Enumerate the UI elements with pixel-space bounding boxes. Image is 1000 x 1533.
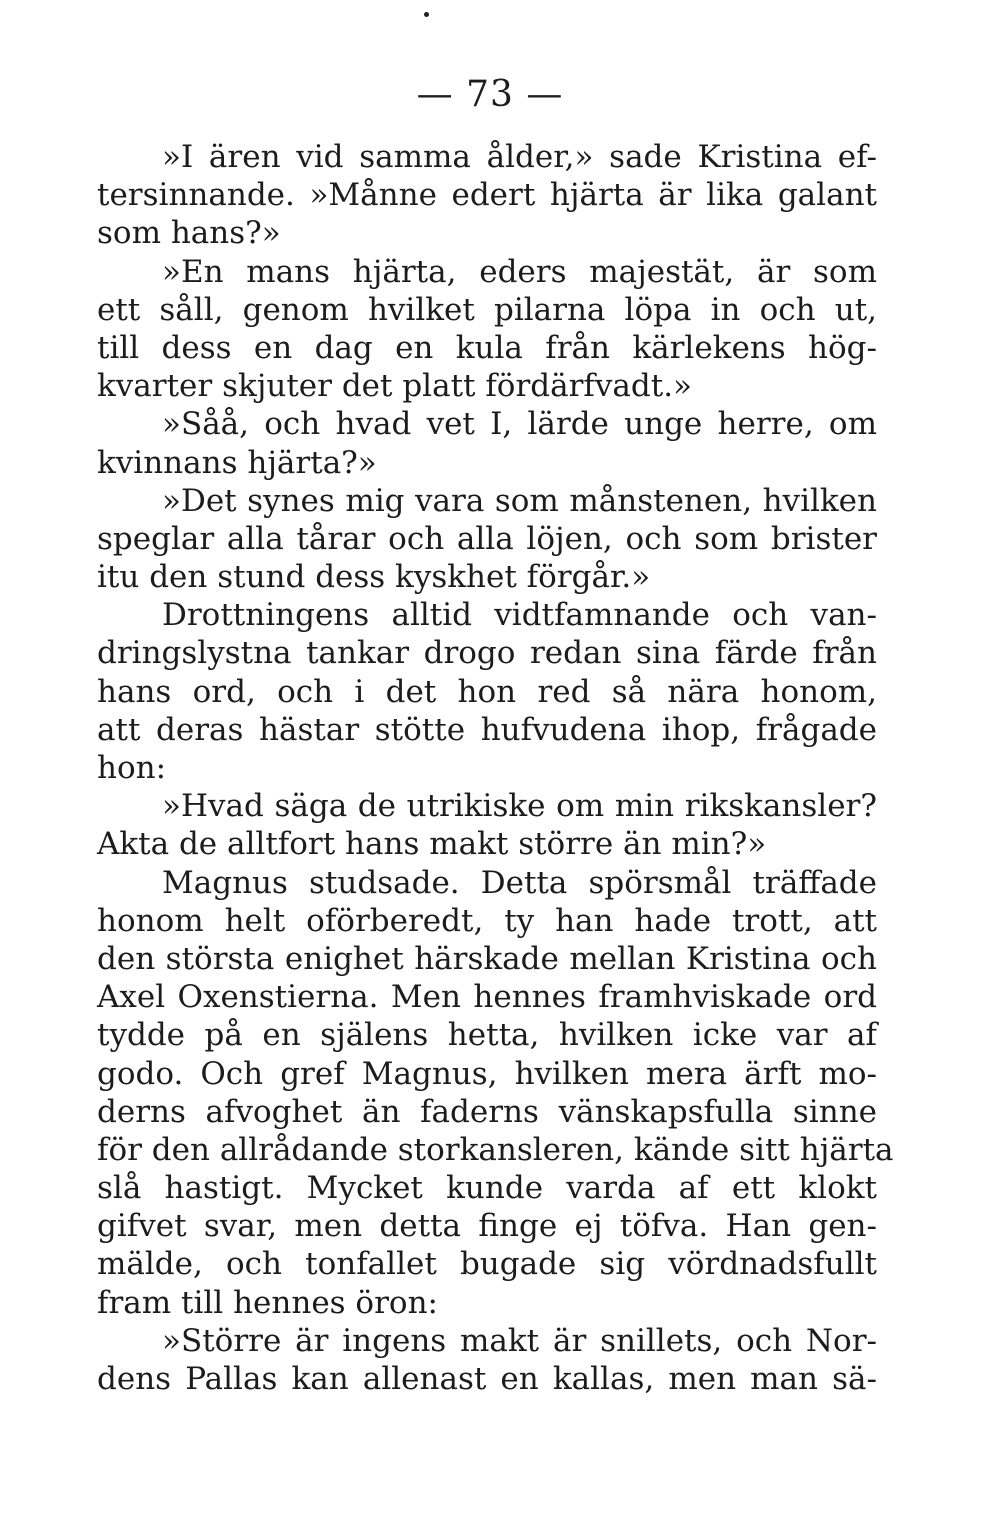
body-text [97, 138, 894, 1398]
text-line: Magnus studsade. Detta spörsmål träffade [162, 864, 877, 901]
text-line: att deras hästar stötte hufvudena ihop, frågade [97, 711, 877, 748]
text-line: speglar alla tårar och alla löjen, och som brister [97, 520, 877, 557]
text-line: »Större är ingens makt är snillets, och Nor- [162, 1322, 877, 1359]
text-line: itu den stund dess kyskhet förgår.» [97, 559, 651, 596]
text-line: hans ord, och i det hon red så nära honom, [97, 673, 877, 710]
text-line: tydde på en själens hetta, hvilken icke var af [97, 1017, 877, 1054]
text-line: mälde, och tonfallet bugade sig vördnadsfullt [97, 1246, 877, 1283]
text-line: kvinnans hjärta?» [97, 444, 377, 481]
text-line: »Såå, och hvad vet I, lärde unge herre, om [162, 406, 877, 443]
text-line: till dess en dag en kula från kärlekens hög- [97, 329, 877, 366]
text-line: »Hvad säga de utrikiske om min rikskansler? [162, 788, 877, 825]
text-line: »I ären vid samma ålder,» sade Kristina ef- [162, 139, 877, 175]
text-line: den största enighet härskade mellan Kristina och [97, 940, 877, 977]
print-speck [424, 12, 429, 17]
text-line: tersinnande. »Månne edert hjärta är lika galant [97, 177, 877, 214]
text-line: Akta de alltfort hans makt större än min?» [97, 826, 767, 863]
text-line: »Det synes mig vara som månstenen, hvilken [162, 482, 877, 519]
text-line: dens Pallas kan allenast en kallas, men man sä- [97, 1361, 877, 1397]
text-line: gifvet svar, men detta finge ej töfva. Han gen- [97, 1208, 877, 1245]
text-line: kvarter skjuter det platt fördärfvadt.» [97, 368, 693, 405]
text-line: Axel Oxenstierna. Men hennes framhviskade ord [97, 979, 877, 1016]
text-line: »En mans hjärta, eders majestät, är som [162, 253, 877, 290]
text-line: Drottningens alltid vidtfamnande och van- [162, 597, 877, 634]
text-line: för den allrådande storkansleren, kände sitt hjärta [97, 1131, 894, 1168]
text-line: derns afvoghet än faderns vänskapsfulla sinne [97, 1093, 877, 1130]
page-number: — 73 — [416, 74, 564, 115]
text-line: slå hastigt. Mycket kunde varda af ett klokt [97, 1170, 877, 1207]
text-line: godo. Och gref Magnus, hvilken mera ärft mo- [97, 1055, 877, 1092]
text-line: ett såll, genom hvilket pilarna löpa in och ut, [97, 291, 877, 328]
text-line: hon: [97, 750, 167, 786]
text-line: fram till hennes öron: [97, 1284, 438, 1321]
text-line: dringslystna tankar drogo redan sina färde från [97, 635, 877, 672]
text-line: som hans?» [97, 215, 281, 252]
text-line: honom helt oförberedt, ty han hade trott, att [97, 902, 877, 939]
